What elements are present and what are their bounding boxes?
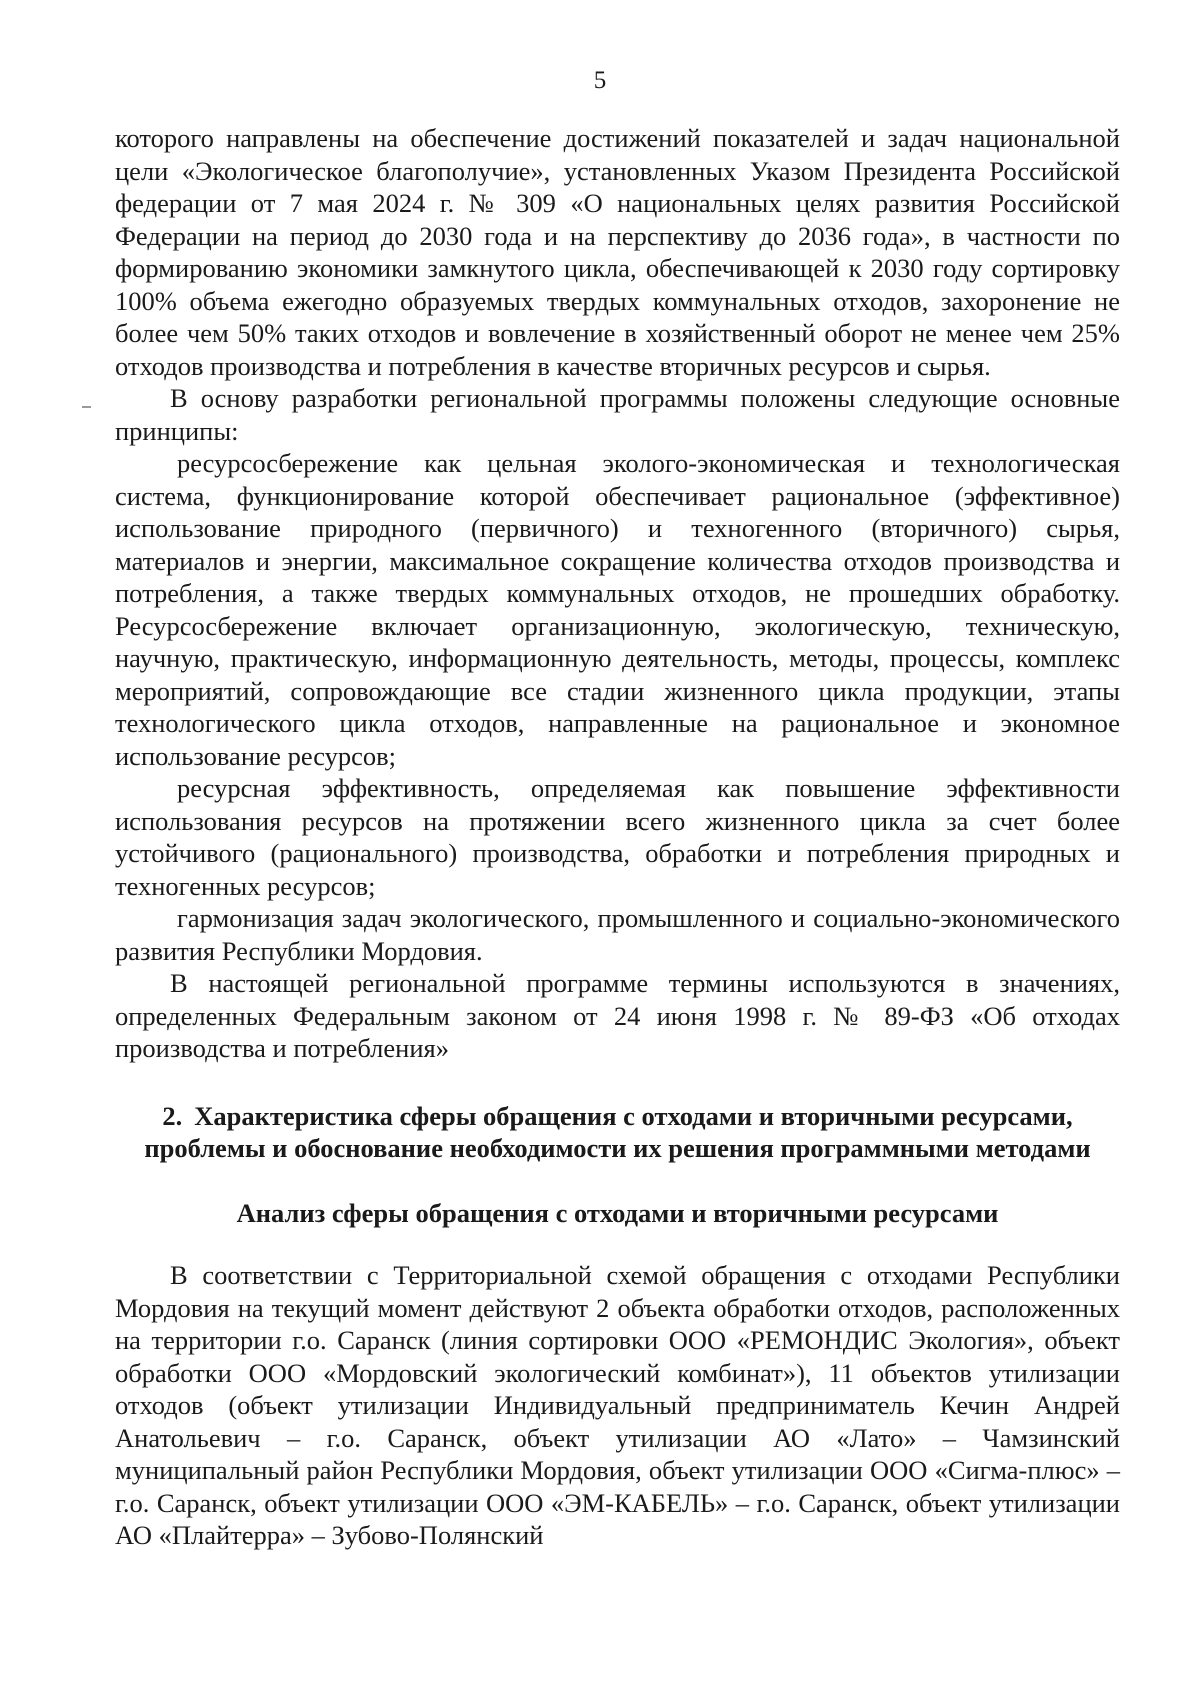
paragraph-terms: В настоящей региональной программе термины используются в значениях, определенных Федеральным законом от 24 июня 1998 г. № 89-ФЗ «Об отходах производства и потребления» xyxy=(115,968,1120,1063)
document-body xyxy=(115,122,1120,1552)
section-number: 2. xyxy=(162,1100,183,1131)
paragraph-principle-resource-efficiency: ресурсная эффективность, определяемая как повышение эффективности использования ресурсов на протяжении всего жизненного цикла за счет более устойчивого (рационального) производства, обработки и потребления природных и техногенных ресурсов; xyxy=(115,773,1120,901)
section-heading xyxy=(115,1100,1120,1165)
paragraph-principle-harmonization: гармонизация задач экологического, промышленного и социально-экономического развития Республики Мордовия. xyxy=(115,903,1120,966)
subsection-heading: Анализ сферы обращения с отходами и вторичными ресурсами xyxy=(236,1197,999,1228)
paragraph-territorial-scheme: В соответствии с Территориальной схемой обращения с отходами Республики Мордовия на текущий момент действуют 2 объекта обработки отходов, расположенных на территории г.о. Саранск (линия сортировки ООО «РЕМОНДИС Экология», объект обработки ООО «Мордовский экологический комбинат»), 11 объектов утилизации отходов (объект утилизации Индивидуальный предприниматель Кечин Андрей Анатольевич – г.о. Саранск, объект утилизации АО «Лато» – Чамзинский муниципальный район Республики Мордовия, объект утилизации ООО «Сигма-плюс» – г.о. Саранск, объект утилизации ООО «ЭМ-КАБЕЛЬ» – г.о. Саранск, объект утилизации АО «Плайтерра» – Зубово-Полянский xyxy=(115,1260,1120,1550)
scan-margin-mark xyxy=(82,406,91,408)
paragraph-continuation: которого направлены на обеспечение достижений показателей и задач национальной цели «Экологическое благополучие», установленных Указом Президента Российской федерации от 7 мая 2024 г. № 309 «О национальных целях развития Российской Федерации на период до 2030 года и на перспективу до 2036 года», в частности по формированию экономики замкнутого цикла, обеспечивающей к 2030 году сортировку 100% объема ежегодно образуемых твердых коммунальных отходов, захоронение не более чем 50% таких отходов и вовлечение в хозяйственный оборот не менее чем 25% отходов производства и потребления в качестве вторичных ресурсов и сырья. xyxy=(115,123,1120,381)
paragraph-principles-intro: В основу разработки региональной программы положены следующие основные принципы: xyxy=(115,383,1120,446)
section-title: Характеристика сферы обращения с отходами и вторичными ресурсами, проблемы и обоснование необходимости их решения программными методами xyxy=(144,1100,1091,1163)
page-number: 5 xyxy=(593,67,607,94)
paragraph-principle-resource-saving: ресурсосбережение как цельная эколого-экономическая и технологическая система, функционирование которой обеспечивает рациональное (эффективное) использование природного (первичного) и техногенного (вторичного) сырья, материалов и энергии, максимальное сокращение количества отходов производства и потребления, а также твердых коммунальных отходов, не прошедших обработку. Ресурсосбережение включает организационную, экологическую, техническую, научную, практическую, информационную деятельность, методы, процессы, комплекс мероприятий, сопровождающие все стадии жизненного цикла продукции, этапы технологического цикла отходов, направленные на рациональное и экономное использование ресурсов; xyxy=(115,448,1120,771)
